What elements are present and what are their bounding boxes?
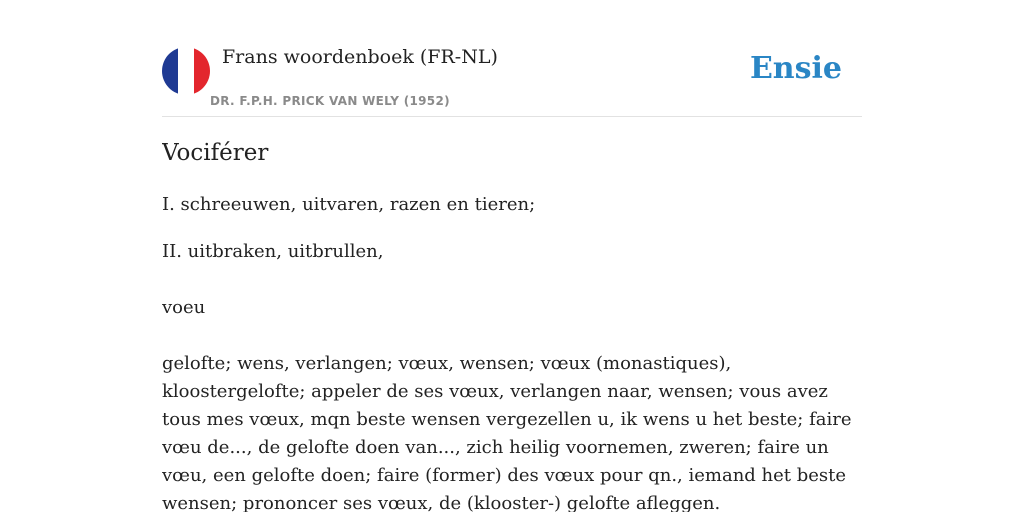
french-flag-icon (162, 47, 210, 95)
flag-stripe-blue (162, 47, 178, 95)
entry-headword: Vociférer (162, 140, 269, 166)
dictionary-header (162, 0, 862, 117)
flag-stripe-white (178, 47, 194, 95)
entry-sense-1: I. schreeuwen, uitvaren, razen en tieren; (162, 194, 536, 215)
dictionary-entry-card (162, 0, 862, 512)
entry-sense-2: II. uitbraken, uitbrullen, (162, 241, 384, 262)
entry-subword: voeu (162, 297, 206, 318)
dictionary-author: DR. F.P.H. PRICK VAN WELY (1952) (210, 94, 450, 108)
flag-stripe-red (194, 47, 210, 95)
ensie-logo[interactable]: Ensie (749, 51, 842, 86)
entry-subword-definition: gelofte; wens, verlangen; vœux, wensen; vœux (monastiques), kloostergelofte; appeler de ses vœux, verlangen naar, wensen; vous avez tous mes vœux, mqn beste wensen vergezellen u, ik wens u het beste; faire vœu de..., de gelofte doen van..., zich heilig voornemen, zweren; faire un vœu, een gelofte doen; faire (former) des vœux pour qn., iemand het beste wensen; prononcer ses vœux, de (klooster-) gelofte afleggen. (162, 353, 852, 512)
dictionary-title[interactable]: Frans woordenboek (FR-NL) (222, 46, 498, 68)
